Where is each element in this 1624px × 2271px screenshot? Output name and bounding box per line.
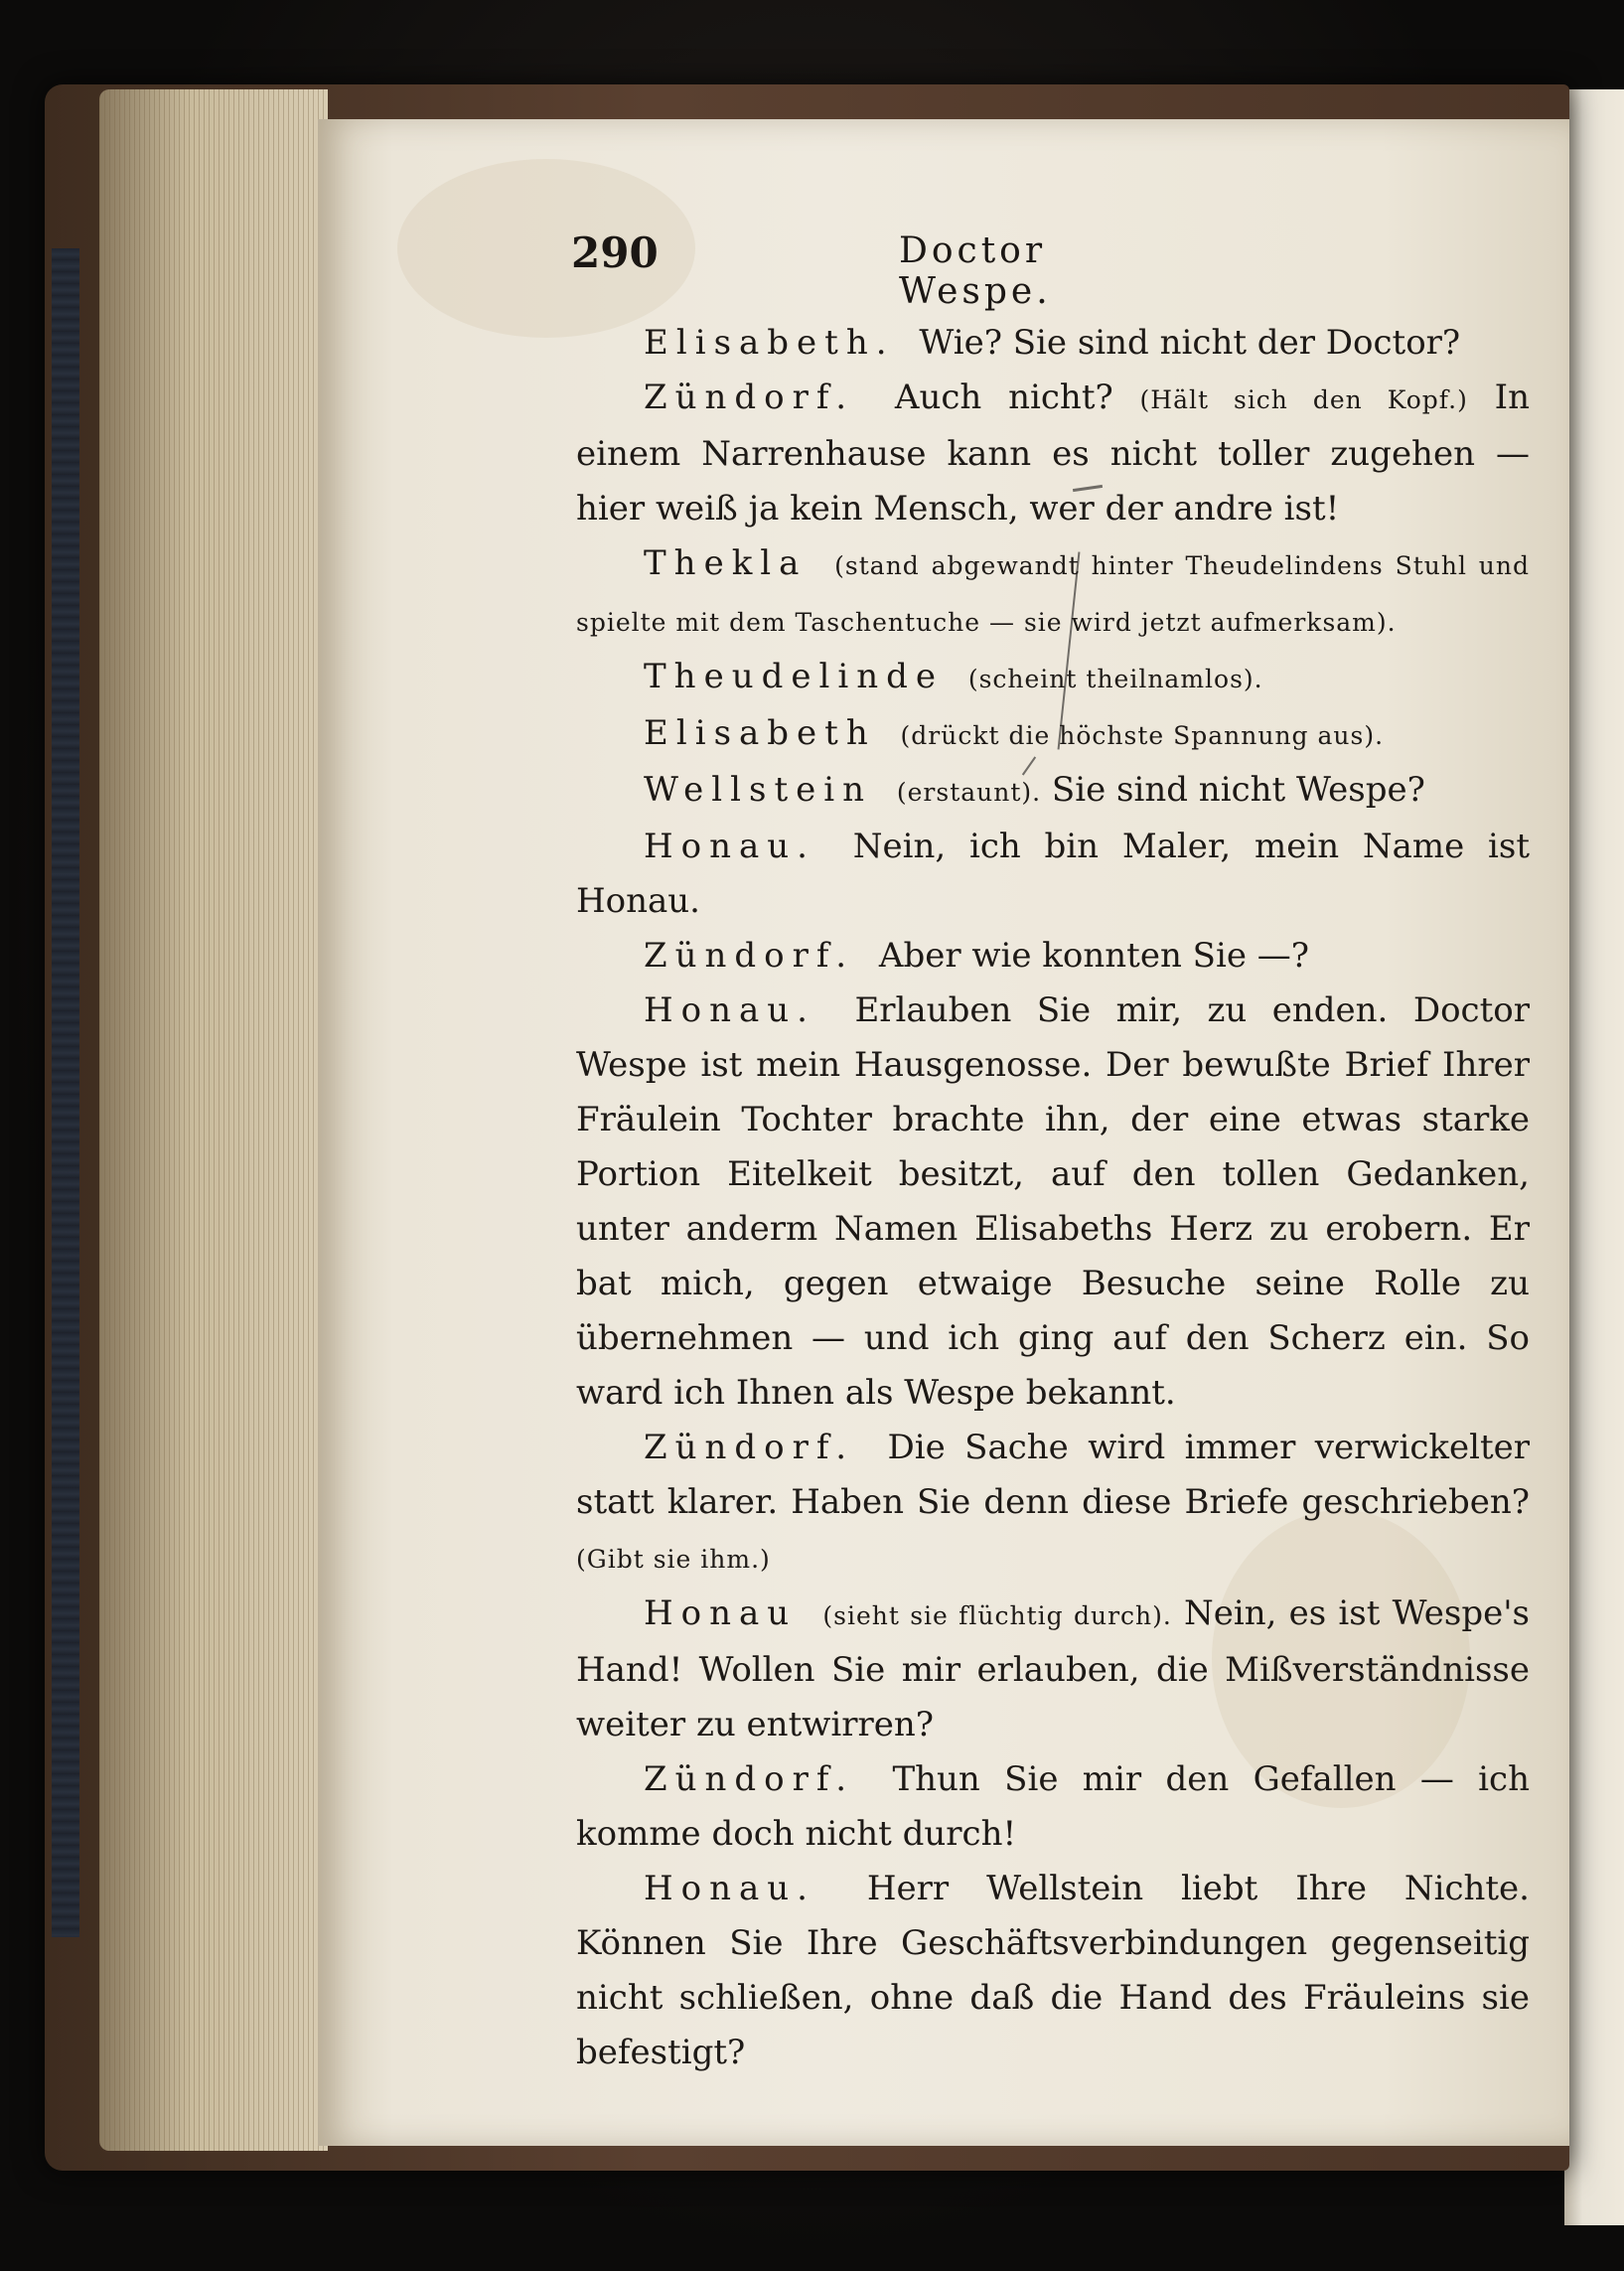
running-title: Doctor Wespe. (899, 230, 1052, 312)
stage-direction: (Gibt sie ihm.) (576, 1545, 771, 1574)
speaker-name: Zündorf. (644, 936, 855, 976)
speaker-name: Elisabeth (644, 713, 876, 753)
speaker-name: Zündorf. (644, 1428, 855, 1467)
page-header (571, 228, 1167, 312)
dialogue-text: Auch nicht? (894, 378, 1113, 417)
speaker-name: Thekla (644, 543, 808, 583)
dialogue-paragraph (576, 1421, 1530, 1587)
stage-direction: (scheint theilnamlos). (967, 665, 1263, 693)
dialogue-text: Nein, ich bin Maler, mein Name ist Honau. (576, 827, 1530, 921)
dialogue-paragraph (576, 650, 1530, 706)
dialogue-text: Wie? Sie sind nicht der Doctor? (919, 323, 1461, 363)
speaker-name: Wellstein (644, 770, 873, 810)
speaker-name: Zündorf. (644, 378, 855, 417)
dialogue-paragraph (576, 316, 1530, 371)
dialogue-text: Herr Wellstein liebt Ihre Nichte. Können Sie Ihre Geschäftsverbindungen gegenseitig nicht schließen, ohne daß die Hand des Fräuleins sie befestigt? (576, 1869, 1530, 2072)
page-body (576, 316, 1530, 2080)
stage-direction: (erstaunt). (896, 778, 1042, 807)
dialogue-text: Die Sache wird immer verwickelter statt klarer. Haben Sie denn diese Briefe geschrieben? (576, 1428, 1530, 1522)
stage-direction: (drückt die höchste Spannung aus). (900, 721, 1385, 750)
dialogue-paragraph (576, 1752, 1530, 1862)
dialogue-text: Nein, es ist Wespe's Hand! Wollen Sie mir erlauben, die Mißverständnisse weiter zu entwirren? (576, 1593, 1531, 1744)
adjacent-page-edge (1564, 89, 1624, 2225)
page-block-edges (99, 89, 328, 2151)
speaker-name: Theudelinde (644, 657, 945, 696)
stage-direction: (sieht sie flüchtig durch). (822, 1601, 1172, 1630)
stage-direction: (stand abgewandt hinter Theudelindens Stuhl und spielte mit dem Taschentuche — sie wird jetzt aufmerksam). (576, 551, 1530, 637)
speaker-name: Honau. (644, 827, 815, 866)
speaker-name: Honau (644, 1593, 798, 1633)
speaker-name: Honau. (644, 990, 815, 1030)
dialogue-paragraph (576, 371, 1530, 536)
stage-direction: (Hält sich den Kopf.) (1139, 385, 1468, 414)
dialogue-paragraph (576, 1587, 1530, 1752)
dialogue-text: Erlauben Sie mir, zu enden. Doctor Wespe ist mein Hausgenosse. Der bewußte Brief Ihrer Fräulein Tochter brachte ihn, der eine etwas starke Portion Eitelkeit besitzt, auf den tollen Gedanken, unter anderm Namen Elisabeths Herz zu erobern. Er bat mich, gegen etwaige Besuche seine Rolle zu übernehmen — und ich ging auf den Scherz ein. So ward ich Ihnen als Wespe bekannt. (576, 990, 1530, 1413)
dialogue-paragraph (576, 929, 1530, 984)
book-spine (52, 248, 79, 1937)
dialogue-paragraph (576, 763, 1530, 820)
dialogue-text: Sie sind nicht Wespe? (1051, 770, 1425, 810)
dialogue-paragraph (576, 536, 1530, 650)
speaker-name: Honau. (644, 1869, 815, 1908)
dialogue-text: Thun Sie mir den Gefallen — ich komme doch nicht durch! (576, 1759, 1530, 1854)
page-number: 290 (571, 228, 659, 277)
dialogue-paragraph (576, 1862, 1530, 2080)
dialogue-text: Aber wie konnten Sie —? (878, 936, 1309, 976)
speaker-name: Elisabeth. (644, 323, 895, 363)
dialogue-paragraph (576, 984, 1530, 1421)
dialogue-paragraph (576, 820, 1530, 929)
speaker-name: Zündorf. (644, 1759, 855, 1799)
dialogue-paragraph (576, 706, 1530, 763)
dialogue-text: In einem Narrenhause kann es nicht toller zugehen — hier weiß ja kein Mensch, wer der andre ist! (576, 378, 1530, 529)
